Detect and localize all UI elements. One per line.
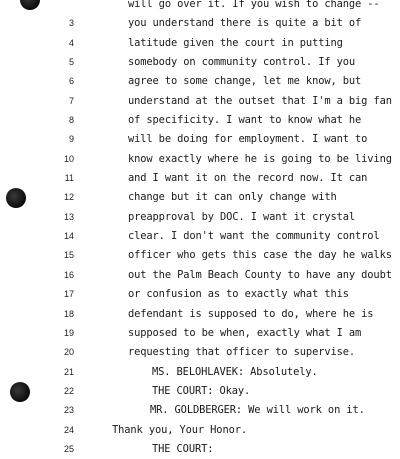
- line-number: 6: [68, 76, 74, 87]
- transcript-line: [0, 421, 400, 440]
- line-text: out the Palm Beach County to have any doubt: [128, 268, 392, 281]
- line-text: MR. GOLDBERGER: We will work on it.: [150, 404, 365, 417]
- transcript-line: [0, 34, 400, 53]
- transcript-line: [0, 169, 400, 188]
- transcript-line: [0, 0, 400, 14]
- line-number: 9: [68, 134, 74, 145]
- line-number: 3: [68, 18, 74, 29]
- line-number: 23: [63, 405, 74, 416]
- line-text: THE COURT:: [152, 442, 214, 455]
- transcript-line: [0, 92, 400, 111]
- line-number: 17: [63, 289, 74, 300]
- line-number: 15: [63, 250, 74, 261]
- line-number: 11: [64, 173, 74, 184]
- line-text: will go over it. If you wish to change --: [128, 0, 380, 10]
- line-number: 12: [63, 192, 74, 203]
- line-number: 13: [63, 211, 74, 222]
- transcript-line: [0, 363, 400, 382]
- transcript-line: [0, 305, 400, 324]
- line-text: clear. I don't want the community control: [128, 230, 380, 243]
- line-number: 22: [63, 385, 74, 396]
- line-text: requesting that officer to supervise.: [128, 346, 356, 359]
- line-number: 20: [63, 347, 74, 358]
- transcript-line: [0, 53, 400, 72]
- line-text: Thank you, Your Honor.: [112, 423, 247, 436]
- line-text: latitude given the court in putting: [128, 36, 343, 49]
- transcript-line: [0, 343, 400, 362]
- line-number: 10: [63, 153, 74, 164]
- line-text: know exactly where he is going to be living: [128, 152, 392, 165]
- line-number: 5: [68, 57, 74, 68]
- line-text: supposed to be when, exactly what I am: [128, 326, 362, 339]
- line-number: 21: [63, 366, 74, 377]
- line-text: understand at the outset that I'm a big fan: [128, 94, 392, 107]
- line-number: 18: [63, 308, 74, 319]
- transcript-line: [0, 324, 400, 343]
- transcript-line: [0, 246, 400, 265]
- transcript-line: [0, 111, 400, 130]
- line-text: you understand there is quite a bit of: [128, 17, 362, 30]
- transcript-line: [0, 227, 400, 246]
- line-number: 8: [68, 115, 74, 126]
- line-text: officer who gets this case the day he walks: [128, 249, 392, 262]
- line-text: or confusion as to exactly what this: [128, 288, 349, 301]
- line-number: 24: [63, 424, 74, 435]
- transcript-line: [0, 401, 400, 420]
- line-number: 7: [68, 95, 74, 106]
- transcript-line: [0, 440, 400, 459]
- transcript-line: [0, 14, 400, 33]
- line-text: defendant is supposed to do, where he is: [128, 307, 374, 320]
- transcript-line: [0, 72, 400, 91]
- line-number: 19: [63, 327, 74, 338]
- line-text: change but it can only change with: [128, 191, 337, 204]
- line-text: will be doing for employment. I want to: [128, 133, 368, 146]
- line-text: agree to some change, let me know, but: [128, 75, 362, 88]
- line-number: 16: [63, 269, 74, 280]
- line-text: preapproval by DOC. I want it crystal: [128, 210, 356, 223]
- transcript-line: [0, 150, 400, 169]
- transcript-line: [0, 188, 400, 207]
- transcript-line: [0, 208, 400, 227]
- line-text: of specificity. I want to know what he: [128, 114, 362, 127]
- transcript-line: [0, 382, 400, 401]
- line-text: MS. BELOHLAVEK: Absolutely.: [152, 365, 318, 378]
- line-number: 4: [68, 37, 74, 48]
- transcript-line: [0, 266, 400, 285]
- transcript-line: [0, 285, 400, 304]
- line-text: somebody on community control. If you: [128, 56, 356, 69]
- line-number: 14: [63, 231, 74, 242]
- line-text: and I want it on the record now. It can: [128, 172, 368, 185]
- line-number: 25: [63, 443, 74, 454]
- line-text: THE COURT: Okay.: [152, 384, 251, 397]
- transcript-line: [0, 130, 400, 149]
